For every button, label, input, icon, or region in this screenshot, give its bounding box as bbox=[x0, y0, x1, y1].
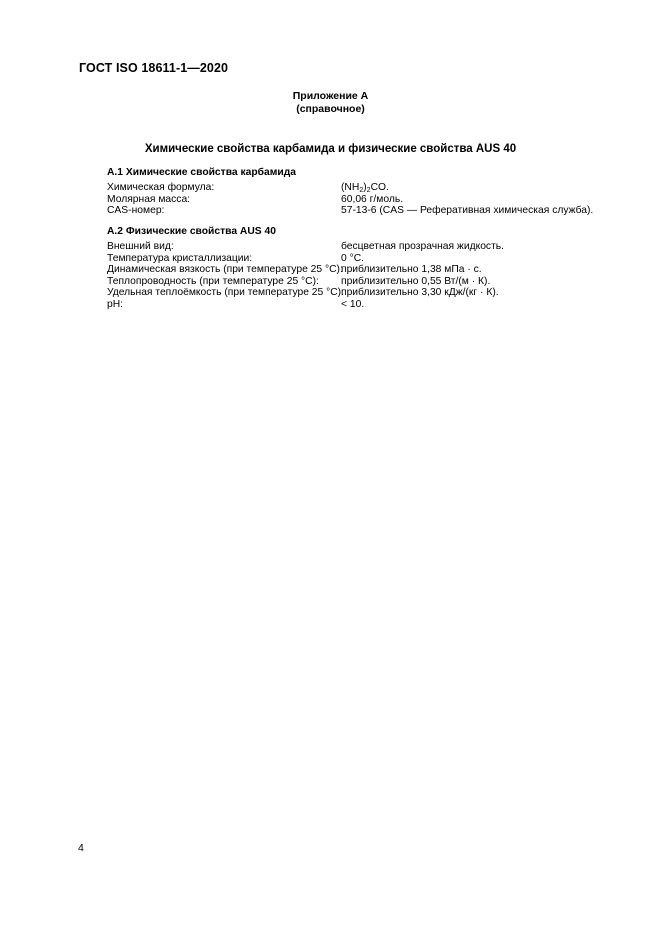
property-label: pH: bbox=[107, 298, 124, 310]
annex-heading bbox=[0, 90, 661, 116]
property-row bbox=[107, 253, 504, 265]
property-value: приблизительно 3,30 кДж/(кг · К). bbox=[341, 287, 499, 299]
property-row bbox=[107, 194, 593, 206]
property-label: Динамическая вязкость (при температуре 25 °C): bbox=[107, 264, 343, 276]
property-value: < 10. bbox=[341, 298, 365, 310]
section-heading-a1: А.1 Химические свойства карбамида bbox=[107, 167, 296, 178]
property-label: Молярная масса: bbox=[107, 193, 191, 205]
property-value: бесцветная прозрачная жидкость. bbox=[341, 241, 505, 252]
property-value-formula: $(NH_2)_2CO$. bbox=[341, 182, 389, 194]
property-value: 0 °C. bbox=[341, 252, 365, 264]
property-label: Удельная теплоёмкость (при температуре 25 °C): bbox=[107, 287, 344, 299]
property-value: 57-13-6 (CAS — Реферативная химическая служба). bbox=[341, 205, 594, 217]
section-heading-a2: А.2 Физические свойства AUS 40 bbox=[107, 226, 276, 237]
property-row bbox=[107, 276, 504, 288]
property-value: приблизительно 1,38 мПа · с. bbox=[341, 264, 482, 276]
standard-code-header: ГОСТ ISO 18611-1—2020 bbox=[79, 61, 229, 75]
property-value: приблизительно 0,55 Вт/(м · К). bbox=[341, 275, 491, 287]
property-label: Температура кристаллизации: bbox=[107, 252, 253, 264]
property-row bbox=[107, 205, 593, 217]
section-a2-rows bbox=[107, 241, 504, 311]
property-label: Химическая формула: bbox=[107, 182, 215, 193]
property-row bbox=[107, 264, 504, 276]
page-number: 4 bbox=[78, 842, 84, 854]
property-label: CAS-номер: bbox=[107, 205, 165, 217]
property-row bbox=[107, 299, 504, 311]
property-row bbox=[107, 182, 593, 194]
property-label: Теплопроводность (при температуре 25 °C): bbox=[107, 275, 319, 287]
section-a1-rows bbox=[107, 182, 593, 217]
property-value: 60,06 г/моль. bbox=[341, 193, 404, 205]
property-row bbox=[107, 287, 504, 299]
annex-label: Приложение А bbox=[292, 90, 369, 102]
annex-type: (справочное) bbox=[296, 103, 365, 115]
property-label: Внешний вид: bbox=[107, 241, 174, 252]
property-row bbox=[107, 241, 504, 253]
annex-title: Химические свойства карбамида и физические свойства AUS 40 bbox=[144, 143, 517, 155]
